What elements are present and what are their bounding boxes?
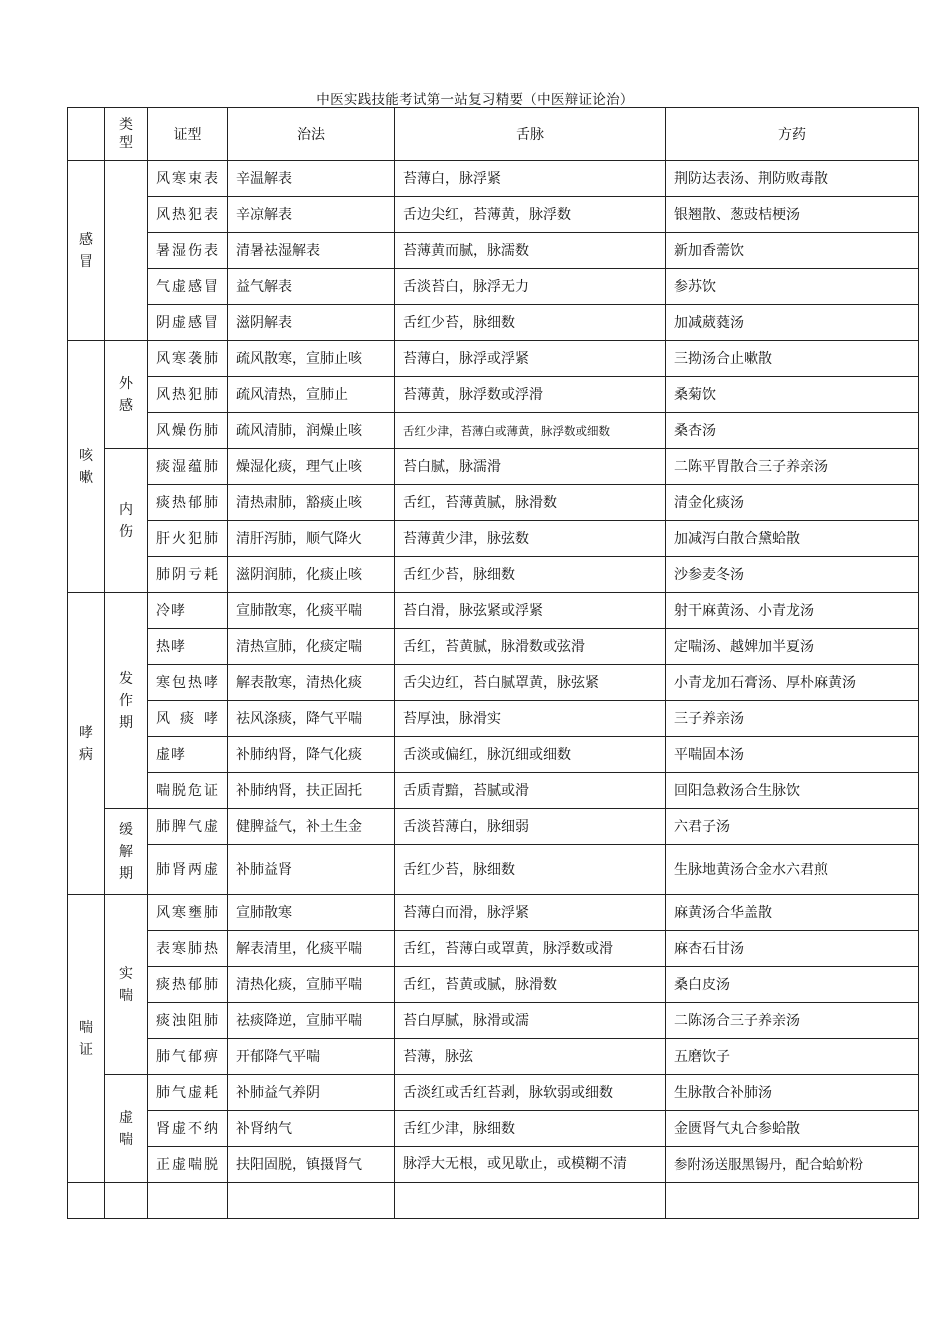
method-cell: 扶阳固脱，镇摄肾气 [228,1147,395,1183]
method-cell: 宣肺散寒 [228,895,395,931]
tongue-cell: 舌红少苔，脉细数 [395,845,666,895]
tongue-cell: 苔薄黄，脉浮数或浮滑 [395,377,666,413]
formula-cell: 射干麻黄汤、小青龙汤 [666,593,919,629]
tongue-cell: 舌红少津，脉细数 [395,1111,666,1147]
formula-cell: 新加香薷饮 [666,233,919,269]
syndrome-cell: 阴虚感冒 [148,305,228,341]
header-row [68,108,919,161]
empty-cell [148,1183,228,1219]
method-cell: 补肾纳气 [228,1111,395,1147]
syndrome-table [67,107,919,1219]
table-row [68,377,919,413]
header-syndrome: 证型 [148,108,228,161]
tongue-cell: 苔厚浊，脉滑实 [395,701,666,737]
formula-cell: 参附汤送服黑锡丹，配合蛤蚧粉 [666,1147,919,1183]
tongue-cell: 苔白滑，脉弦紧或浮紧 [395,593,666,629]
table-row [68,557,919,593]
table-row [68,1039,919,1075]
empty-cell [228,1183,395,1219]
tongue-cell: 苔薄白，脉浮或浮紧 [395,341,666,377]
tongue-cell: 舌淡红或舌红苔剥，脉软弱或细数 [395,1075,666,1111]
syndrome-cell: 痰热郁肺 [148,967,228,1003]
tongue-cell: 苔白厚腻，脉滑或濡 [395,1003,666,1039]
category-kesou: 咳嗽 [68,341,105,593]
table-row [68,341,919,377]
formula-cell: 加减泻白散合黛蛤散 [666,521,919,557]
formula-cell: 桑菊饮 [666,377,919,413]
category-chuanzheng: 喘证 [68,895,105,1183]
formula-cell: 加减葳蕤汤 [666,305,919,341]
table-row [68,161,919,197]
formula-cell: 清金化痰汤 [666,485,919,521]
method-cell: 辛温解表 [228,161,395,197]
formula-cell: 二陈汤合三子养亲汤 [666,1003,919,1039]
method-cell: 清肝泻肺，顺气降火 [228,521,395,557]
syndrome-cell: 风寒束表 [148,161,228,197]
formula-cell: 小青龙加石膏汤、厚朴麻黄汤 [666,665,919,701]
subtype-huanjieqi: 缓解期 [105,809,148,895]
table-row [68,269,919,305]
method-cell: 疏风清热，宣肺止 [228,377,395,413]
syndrome-cell: 冷哮 [148,593,228,629]
formula-cell: 回阳急救汤合生脉饮 [666,773,919,809]
formula-cell: 金匮肾气丸合参蛤散 [666,1111,919,1147]
tongue-cell: 舌红，苔薄白或罩黄，脉浮数或滑 [395,931,666,967]
tongue-cell: 苔薄黄而腻，脉濡数 [395,233,666,269]
method-cell: 补肺益气养阴 [228,1075,395,1111]
subtype-fazuoqi: 发作期 [105,593,148,809]
tongue-cell: 苔薄白，脉浮紧 [395,161,666,197]
syndrome-cell: 痰热郁肺 [148,485,228,521]
method-cell: 清热宣肺，化痰定喘 [228,629,395,665]
method-cell: 健脾益气，补土生金 [228,809,395,845]
formula-cell: 平喘固本汤 [666,737,919,773]
method-cell: 解表清里，化痰平喘 [228,931,395,967]
method-cell: 益气解表 [228,269,395,305]
table-row [68,845,919,895]
formula-cell: 定喘汤、越婢加半夏汤 [666,629,919,665]
syndrome-cell: 风寒袭肺 [148,341,228,377]
tongue-cell: 舌红少苔，脉细数 [395,557,666,593]
subtype-shichuan: 实喘 [105,895,148,1075]
method-cell: 清热化痰，宣肺平喘 [228,967,395,1003]
syndrome-cell: 风热犯肺 [148,377,228,413]
method-cell: 祛痰降逆，宣肺平喘 [228,1003,395,1039]
syndrome-cell: 风热犯表 [148,197,228,233]
table-row [68,809,919,845]
method-cell: 滋阴润肺，化痰止咳 [228,557,395,593]
table-row [68,593,919,629]
tongue-cell: 舌尖边红，苔白腻罩黄，脉弦紧 [395,665,666,701]
syndrome-cell: 痰浊阻肺 [148,1003,228,1039]
subtype-blank [105,161,148,341]
formula-cell: 三拗汤合止嗽散 [666,341,919,377]
tongue-cell: 脉浮大无根，或见歇止，或模糊不清 [395,1147,666,1183]
tongue-cell: 苔薄，脉弦 [395,1039,666,1075]
tongue-cell: 舌红少津，苔薄白或薄黄，脉浮数或细数 [395,413,666,449]
method-cell: 清暑祛湿解表 [228,233,395,269]
tongue-cell: 苔薄白而滑，脉浮紧 [395,895,666,931]
formula-cell: 麻黄汤合华盖散 [666,895,919,931]
table-row [68,931,919,967]
syndrome-cell: 肺气郁痹 [148,1039,228,1075]
method-cell: 宣肺散寒，化痰平喘 [228,593,395,629]
method-cell: 清热肃肺，豁痰止咳 [228,485,395,521]
table-row [68,413,919,449]
method-cell: 燥湿化痰，理气止咳 [228,449,395,485]
syndrome-cell: 气虚感冒 [148,269,228,305]
tongue-cell: 舌红，苔黄或腻，脉滑数 [395,967,666,1003]
method-cell: 辛凉解表 [228,197,395,233]
formula-cell: 沙参麦冬汤 [666,557,919,593]
syndrome-cell: 肺气虚耗 [148,1075,228,1111]
formula-cell: 荆防达表汤、荆防败毒散 [666,161,919,197]
syndrome-cell: 肾虚不纳 [148,1111,228,1147]
formula-cell: 三子养亲汤 [666,701,919,737]
tongue-cell: 舌红，苔黄腻，脉滑数或弦滑 [395,629,666,665]
table-row [68,629,919,665]
method-cell: 补肺益肾 [228,845,395,895]
table-row [68,305,919,341]
table-row [68,737,919,773]
formula-cell: 六君子汤 [666,809,919,845]
tongue-cell: 舌红，苔薄黄腻，脉滑数 [395,485,666,521]
syndrome-cell: 肺阴亏耗 [148,557,228,593]
formula-cell: 生脉散合补肺汤 [666,1075,919,1111]
tongue-cell: 舌质青黯，苔腻或滑 [395,773,666,809]
table-row [68,895,919,931]
method-cell: 解表散寒，清热化痰 [228,665,395,701]
formula-cell: 桑白皮汤 [666,967,919,1003]
tongue-cell: 舌淡苔白，脉浮无力 [395,269,666,305]
table-row [68,701,919,737]
empty-cell [105,1183,148,1219]
category-xiaobing: 哮病 [68,593,105,895]
header-formula: 方药 [666,108,919,161]
tongue-cell: 舌边尖红，苔薄黄，脉浮数 [395,197,666,233]
tongue-cell: 苔白腻，脉濡滑 [395,449,666,485]
table-row [68,233,919,269]
table-row [68,1111,919,1147]
formula-cell: 生脉地黄汤合金水六君煎 [666,845,919,895]
tongue-cell: 舌淡苔薄白，脉细弱 [395,809,666,845]
syndrome-cell: 正虚喘脱 [148,1147,228,1183]
header-tongue: 舌脉 [395,108,666,161]
tongue-cell: 舌红少苔，脉细数 [395,305,666,341]
syndrome-cell: 肺肾两虚 [148,845,228,895]
syndrome-cell: 表寒肺热 [148,931,228,967]
table-row [68,967,919,1003]
subtype-waigan: 外感 [105,341,148,449]
subtype-xuchuan: 虚喘 [105,1075,148,1183]
syndrome-cell: 暑湿伤表 [148,233,228,269]
table-row [68,521,919,557]
empty-cell [395,1183,666,1219]
header-method: 治法 [228,108,395,161]
syndrome-cell: 痰湿蕴肺 [148,449,228,485]
table-row [68,1003,919,1039]
empty-cell [68,1183,105,1219]
method-cell: 开郁降气平喘 [228,1039,395,1075]
empty-cell [666,1183,919,1219]
empty-row [68,1183,919,1219]
table-row [68,485,919,521]
method-cell: 补肺纳肾，扶正固托 [228,773,395,809]
formula-cell: 麻杏石甘汤 [666,931,919,967]
syndrome-cell: 虚哮 [148,737,228,773]
tongue-cell: 苔薄黄少津，脉弦数 [395,521,666,557]
table-row [68,197,919,233]
subtype-neishang: 内伤 [105,449,148,593]
formula-cell: 桑杏汤 [666,413,919,449]
syndrome-cell: 风燥伤肺 [148,413,228,449]
method-cell: 祛风涤痰，降气平喘 [228,701,395,737]
method-cell: 疏风清肺，润燥止咳 [228,413,395,449]
category-ganmao: 感冒 [68,161,105,341]
table-row [68,773,919,809]
header-blank [68,108,105,161]
table-row [68,1075,919,1111]
table-row [68,665,919,701]
syndrome-cell: 寒包热哮 [148,665,228,701]
syndrome-cell: 肝火犯肺 [148,521,228,557]
formula-cell: 五磨饮子 [666,1039,919,1075]
method-cell: 补肺纳肾，降气化痰 [228,737,395,773]
syndrome-cell: 喘脱危证 [148,773,228,809]
formula-cell: 参苏饮 [666,269,919,305]
method-cell: 滋阴解表 [228,305,395,341]
header-type: 类型 [105,108,148,161]
syndrome-cell: 肺脾气虚 [148,809,228,845]
table-row [68,1147,919,1183]
formula-cell: 银翘散、葱豉桔梗汤 [666,197,919,233]
tongue-cell: 舌淡或偏红，脉沉细或细数 [395,737,666,773]
formula-cell: 二陈平胃散合三子养亲汤 [666,449,919,485]
syndrome-cell: 风寒壅肺 [148,895,228,931]
syndrome-cell: 风痰哮 [148,701,228,737]
table-row [68,449,919,485]
syndrome-cell: 热哮 [148,629,228,665]
method-cell: 疏风散寒，宣肺止咳 [228,341,395,377]
document-title: 中医实践技能考试第一站复习精要（中医辩证论治） [316,92,634,108]
